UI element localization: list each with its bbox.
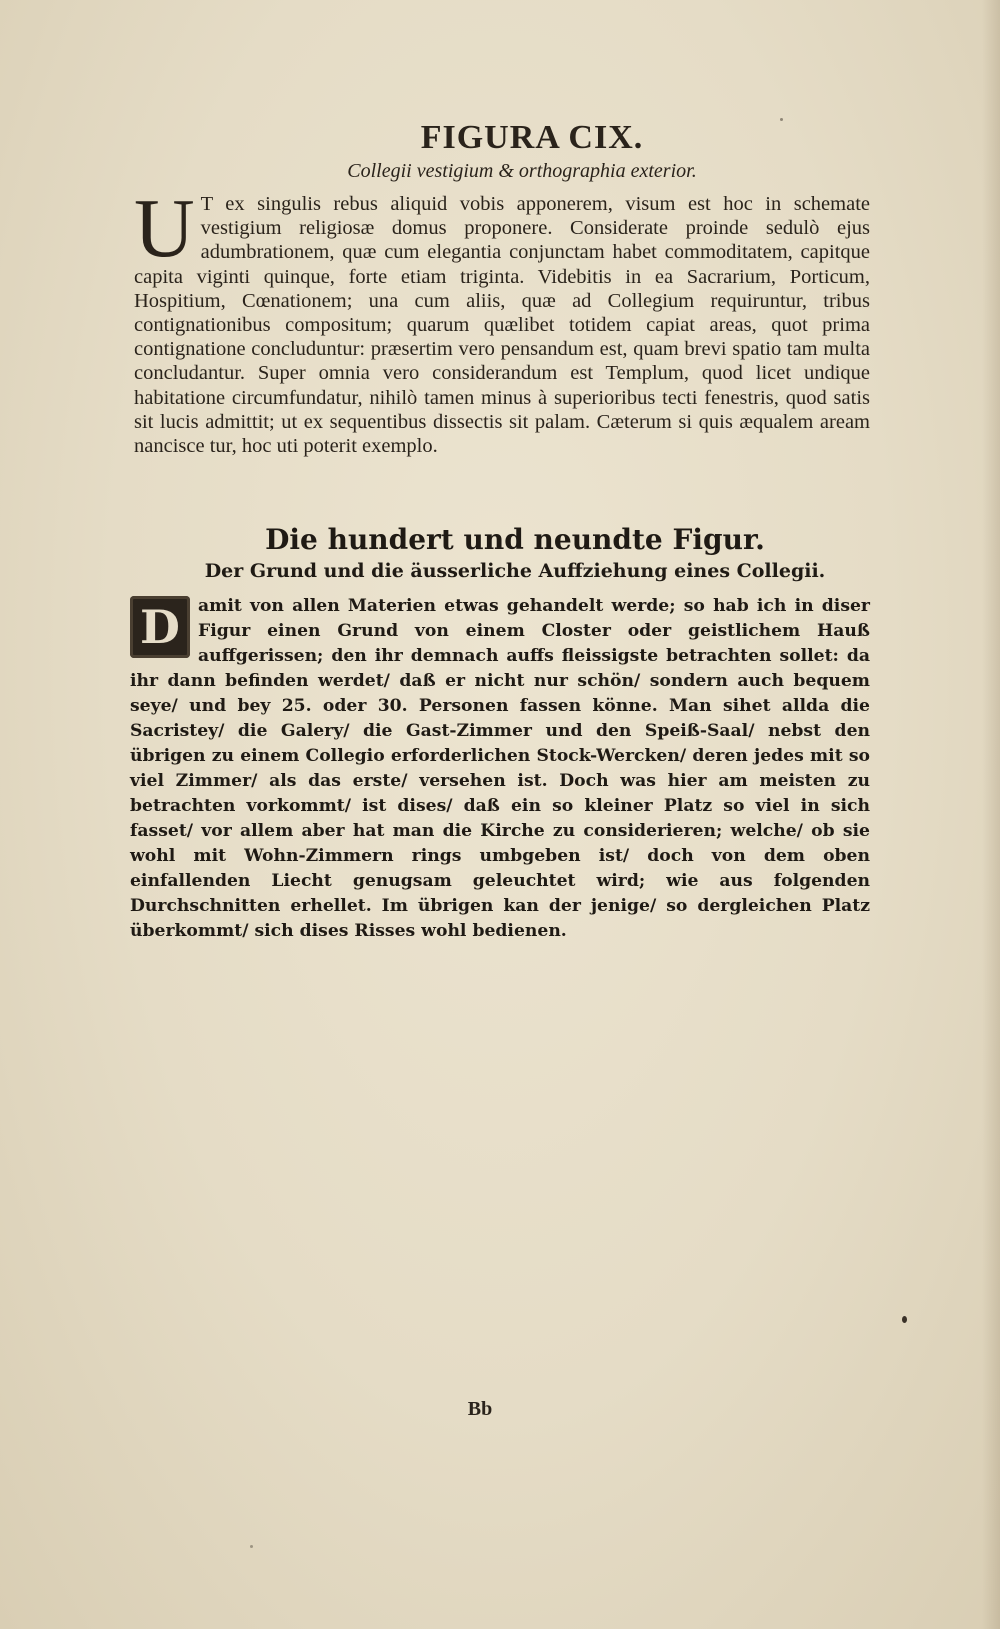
latin-paragraph bbox=[134, 182, 870, 458]
page-edge-shadow bbox=[982, 0, 1000, 1629]
paper-speck bbox=[250, 1545, 253, 1548]
german-section bbox=[130, 522, 870, 944]
german-title: Die hundert und neundte Figur. bbox=[265, 523, 765, 556]
german-subtitle: Der Grund und die äusserliche Auffziehung eines Collegii. bbox=[204, 560, 826, 582]
latin-section bbox=[134, 118, 870, 458]
german-dropcap: D bbox=[130, 596, 190, 658]
paper-speck bbox=[902, 1316, 907, 1323]
paper-speck bbox=[780, 118, 783, 121]
german-paragraph bbox=[130, 594, 870, 944]
signature-mark: Bb bbox=[467, 1398, 493, 1420]
latin-dropcap: U bbox=[134, 182, 195, 275]
german-body-text: amit von allen Materien etwas gehandelt werde; so hab ich in diser Figur einen Grund von einem Closter oder geistlichem Hauß auffgerissen; den ihr demnach auffs fleissigste betrachten sollet: da ihr dann befinden werdet/ daß er nicht nur schön/ sondern auch bequem seye/ und bey 25. oder 30. Personen fassen könne. Man sihet allda die Sacristey/ die Galery/ die Gast-Zimmer und den Speiß-Saal/ nebst den übrigen zu einem Collegio erforderlichen Stock-Wercken/ deren jedes mit so viel Zimmer/ als das erste/ versehen ist. Doch was hier am meisten zu betrachten vorkommt/ ist dises/ daß ein so kleiner Platz so viel in sich fasset/ vor allem aber hat man die Kirche zu considerieren; welche/ ob sie wohl mit Wohn-Zimmern rings umbgeben ist/ doch von dem oben einfallenden Liecht genugsam geleuchtet wird; wie aus folgenden Durchschnitten erhellet. Im übrigen kan der jenige/ so dergleichen Platz überkommt/ sich dises Risses wohl bedienen. bbox=[130, 596, 870, 941]
latin-body-text: T ex singulis rebus aliquid vobis apponerem, visum est hoc in schemate vestigium religiosæ domus proponere. Considerate proinde sedulò ejus adumbrationem, quæ cum elegantia conjunctam habet commoditatem, capitque capita viginti quinque, forte etiam triginta. Videbitis in ea Sacrarium, Porticum, Hospitium, Cœnationem; una cum aliis, quæ ad Collegium requiruntur, tribus contignationibus compositum; quarum quælibet totidem capiat areas, quot prima contignatione concluduntur: præsertim vero pensandum est, quam brevi spatio tam multa concludantur. Super omnia vero considerandum est Templum, quod licet undique habitatione circumfundatur, nihilò tamen minus à superioribus tecti fenestris, quod satis sit lucis admittit; ut ex sequentibus dissectis sit palam. Cæterum si quis æqualem aream nancisce tur, hoc uti poterit exemplo. bbox=[134, 193, 870, 458]
latin-title: FIGURA CIX. bbox=[420, 119, 644, 156]
latin-subtitle: Collegii vestigium & orthographia exterior. bbox=[347, 160, 697, 182]
